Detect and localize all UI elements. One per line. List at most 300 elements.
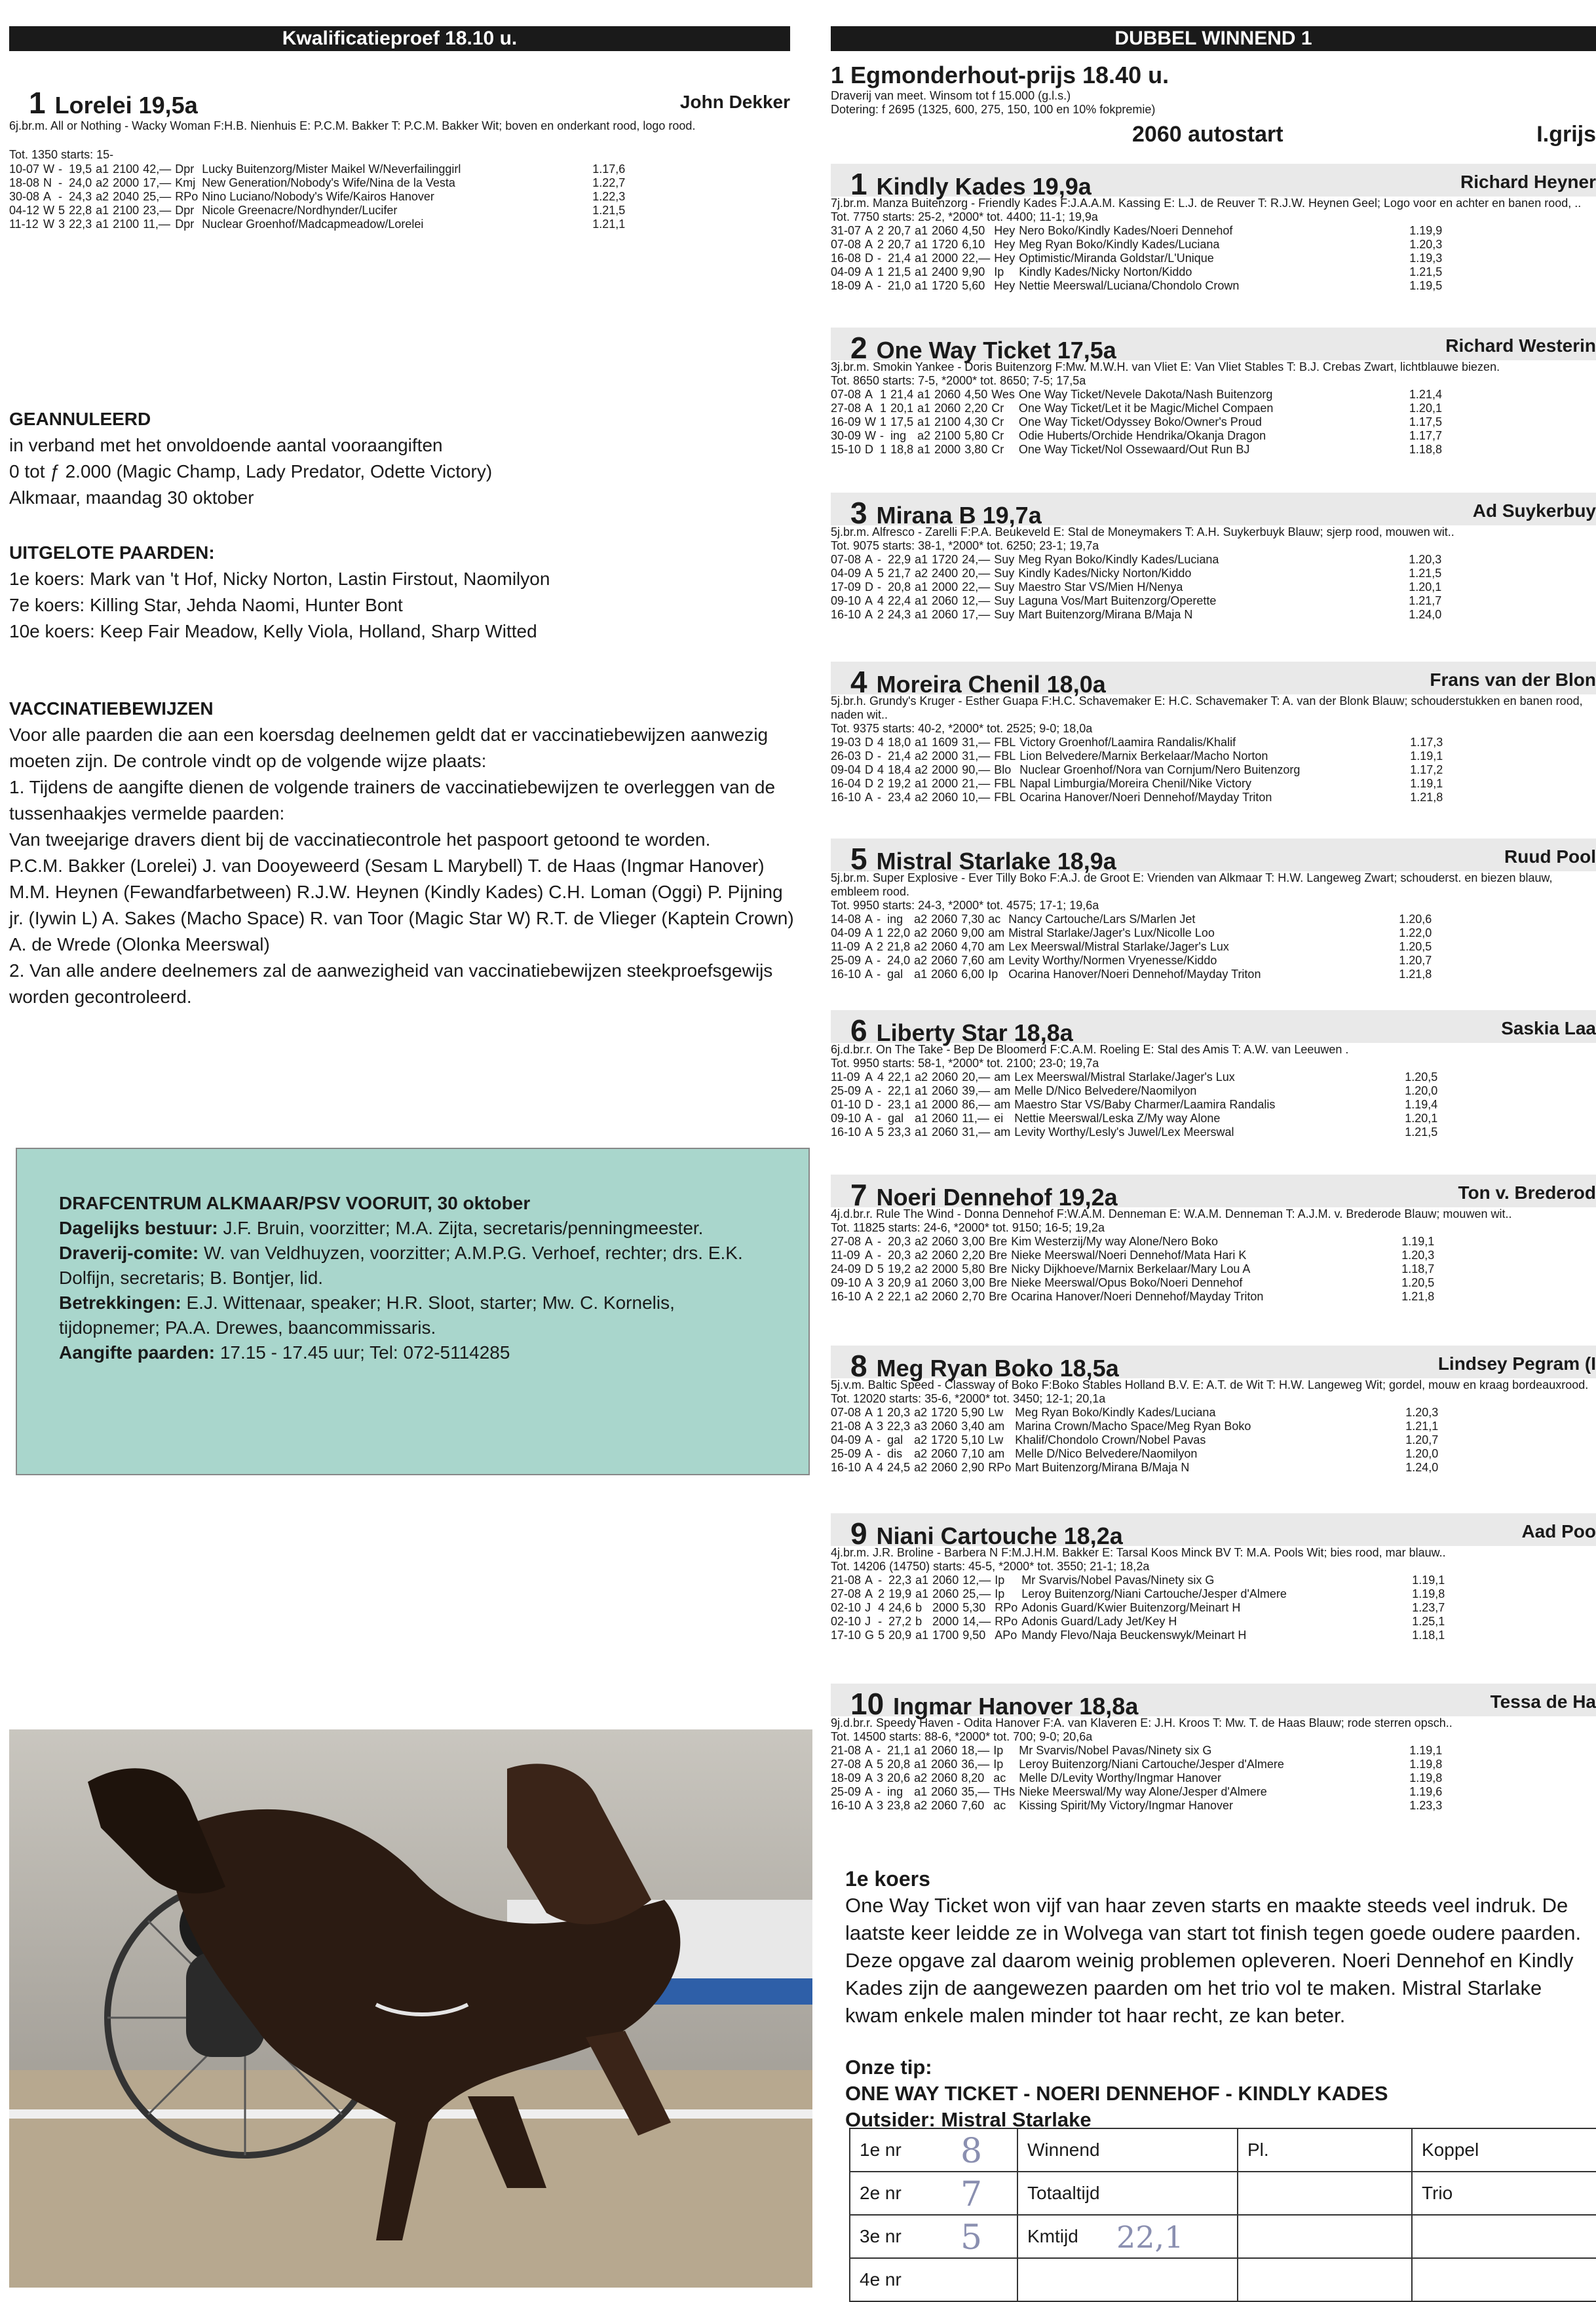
entry-name: Ingmar Hanover 18,8a xyxy=(893,1693,1139,1720)
record-cell: 4,70 xyxy=(961,940,985,953)
record-cell: 1.20,5 xyxy=(1399,940,1432,953)
record-row xyxy=(831,252,1446,265)
race-track-color: I.grijs xyxy=(1536,122,1596,147)
race-entry xyxy=(831,1010,1596,1139)
record-cell: 2040 xyxy=(113,190,140,203)
entry-records xyxy=(831,736,1447,804)
race-entry xyxy=(831,662,1596,804)
record-cell: A xyxy=(865,1771,873,1784)
record-cell: 22,1 xyxy=(888,1070,911,1084)
record-cell: FBL xyxy=(994,777,1016,790)
record-cell: 23,4 xyxy=(888,791,911,804)
record-cell: 09-10 xyxy=(831,1112,862,1125)
entry-jockey: Richard Westerin xyxy=(1445,335,1596,356)
record-cell: 20,8 xyxy=(888,580,911,594)
record-cell: a1 xyxy=(915,238,928,251)
record-cell: A xyxy=(865,1125,873,1139)
record-cell: 3,00 xyxy=(962,1235,985,1248)
record-cell: Bre xyxy=(989,1290,1008,1303)
record-cell: D xyxy=(865,777,874,790)
entry-records xyxy=(831,1235,1438,1304)
record-cell: Meg Ryan Boko/Kindly Kades/Luciana xyxy=(1018,553,1219,566)
record-cell: A xyxy=(865,1276,873,1289)
record-cell: Lex Meerswal/Mistral Starlake/Jager's Lux xyxy=(1014,1070,1235,1084)
record-cell: 6,00 xyxy=(961,968,985,981)
entry-header xyxy=(831,1513,1596,1551)
race-entry xyxy=(831,1684,1596,1813)
race-header xyxy=(831,62,1596,160)
record-cell: Levity Worthy/Normen Vryenesse/Kiddo xyxy=(1008,954,1217,967)
uitgeloot-section xyxy=(9,540,795,645)
record-cell: 2060 xyxy=(934,388,961,401)
record-cell: 2060 xyxy=(932,1290,959,1303)
record-row xyxy=(831,1098,1441,1112)
record-cell: 1.20,7 xyxy=(1405,1433,1439,1446)
record-cell: 11,— xyxy=(143,217,170,231)
record-row xyxy=(831,1615,1449,1629)
race-entry xyxy=(831,1513,1596,1642)
record-cell: 1.17,3 xyxy=(1410,736,1443,749)
record-cell: One Way Ticket/Let it be Magic/Michel Compaen xyxy=(1018,402,1274,415)
record-cell: 22,4 xyxy=(888,594,911,607)
grid-koppel-cell: Trio xyxy=(1412,2172,1596,2215)
record-cell: 1 xyxy=(877,926,884,939)
record-cell: A xyxy=(43,190,52,203)
record-cell: Mistral Starlake/Jager's Lux/Nicolle Loo xyxy=(1008,926,1215,939)
record-cell: 20,7 xyxy=(888,238,911,251)
record-cell: 2000 xyxy=(932,763,959,776)
record-cell: Bre xyxy=(989,1235,1008,1248)
record-cell: W xyxy=(43,217,55,231)
record-cell: - xyxy=(880,429,884,442)
record-cell: W xyxy=(865,429,877,442)
record-cell: 1.20,1 xyxy=(1409,402,1442,415)
record-cell: 1.19,1 xyxy=(1410,749,1443,763)
koers-analysis xyxy=(845,1866,1596,2029)
record-cell: 1720 xyxy=(931,1406,958,1419)
grid-pl-cell xyxy=(1238,2258,1412,2301)
record-cell: 10-07 xyxy=(9,162,40,176)
record-cell: 24,0 xyxy=(69,176,92,189)
record-cell: 90,— xyxy=(962,763,991,776)
record-cell: 25-09 xyxy=(831,1447,862,1460)
record-cell: 09-10 xyxy=(831,1276,862,1289)
record-cell: Ip xyxy=(995,1587,1005,1600)
record-cell: 1.21,5 xyxy=(1409,265,1443,278)
record-cell: 2060 xyxy=(931,1771,958,1784)
record-cell: 2060 xyxy=(932,791,959,804)
record-cell: 20,1 xyxy=(890,402,914,415)
record-cell: 21,4 xyxy=(888,252,911,265)
record-row xyxy=(831,553,1445,567)
entry-stats: Tot. 9950 starts: 58-1, *2000* tot. 2100; 23-0; 19,7a xyxy=(831,1057,1099,1070)
race-distance: 2060 autostart xyxy=(1132,122,1283,147)
record-cell: 2000 xyxy=(932,252,959,265)
record-cell: 2000 xyxy=(932,1098,959,1111)
entry-name-line xyxy=(850,1013,1073,1048)
record-cell: Melle D/Nico Belvedere/Naomilyon xyxy=(1015,1447,1198,1460)
record-cell: 39,— xyxy=(962,1084,991,1097)
record-cell: Nieke Meerswal/Noeri Dennehof/Mata Hari K xyxy=(1011,1249,1247,1262)
record-cell: D xyxy=(865,749,874,763)
record-cell: Nicky Dijkhoeve/Marnix Berkelaar/Mary Lou A xyxy=(1011,1262,1251,1275)
grid-row xyxy=(850,2258,1596,2301)
record-cell: 9,50 xyxy=(962,1629,986,1642)
record-cell: 2100 xyxy=(934,429,961,442)
record-cell: A xyxy=(865,608,873,621)
record-cell: 2100 xyxy=(113,204,140,217)
club-info-row: Dagelijks bestuur: J.F. Bruin, voorzitter; M.A. Zijta, secretaris/penningmeester. xyxy=(59,1218,704,1238)
record-cell: 31-07 xyxy=(831,224,862,237)
record-cell: 1.19,1 xyxy=(1410,777,1443,790)
record-row xyxy=(831,791,1447,804)
entry-jockey: Ad Suykerbuy xyxy=(1472,500,1596,521)
vaccinatie-title: VACCINATIEBEWIJZEN xyxy=(9,698,214,719)
record-cell: Marina Crown/Macho Space/Meg Ryan Boko xyxy=(1015,1420,1251,1433)
record-cell: 86,— xyxy=(962,1098,991,1111)
entry-jockey: John Dekker xyxy=(679,92,790,112)
record-cell: 9,90 xyxy=(962,265,985,278)
record-cell: Nancy Cartouche/Lars S/Marlen Jet xyxy=(1008,913,1196,926)
vaccinatie-p3: P.C.M. Bakker (Lorelei) J. van Dooyeweerd (Sesam L Marybell) T. de Haas (Ingmar Hanover) M.M. Heynen (Fewandfarbetween) R.J.W. Heynen (Kindly Kades) C.H. Loman (Oggi) P. Pijning jr. (Iywin L) A. Sakes (Macho Space) R. van Toor (Magic Star W) R.T. de Vlieger (Kaptein Crown) A. de Wrede (Olonka Meerswal) xyxy=(9,856,794,954)
record-cell: - xyxy=(877,252,882,265)
club-info-row: Betrekkingen: E.J. Wittenaar, speaker; H.R. Sloot, starter; Mw. C. Kornelis, tijdopnemer; PA.A. Drewes, baancommissaris. xyxy=(59,1293,675,1338)
record-cell: A xyxy=(865,791,873,804)
record-cell: RPo xyxy=(988,1461,1012,1474)
record-cell: D xyxy=(865,736,874,749)
entry-jockey: Ton v. Brederod xyxy=(1458,1182,1596,1203)
tip-horses: ONE WAY TICKET - NOERI DENNEHOF - KINDLY KADES xyxy=(845,2082,1388,2105)
entry-header xyxy=(831,1346,1596,1383)
entry-name-line xyxy=(850,495,1042,531)
record-cell: 4 xyxy=(877,763,884,776)
record-cell: J xyxy=(865,1601,871,1614)
record-cell: 26-03 xyxy=(831,749,862,763)
entry-name: Meg Ryan Boko 18,5a xyxy=(876,1355,1119,1382)
record-row xyxy=(831,1785,1446,1799)
record-cell: Ip xyxy=(994,265,1004,278)
record-row xyxy=(831,1290,1438,1304)
record-cell: Maestro Star VS/Baby Charmer/Laamira Randalis xyxy=(1014,1098,1276,1111)
record-cell: 1.20,6 xyxy=(1399,913,1432,926)
record-cell: 1.20,1 xyxy=(1405,1112,1438,1125)
record-cell: A xyxy=(865,1084,873,1097)
record-cell: Ocarina Hanover/Noeri Dennehof/Mayday Triton xyxy=(1019,791,1272,804)
record-cell: A xyxy=(865,968,873,981)
record-cell: Lucky Buitenzorg/Mister Maikel W/Neverfailinggirl xyxy=(202,162,461,176)
record-row xyxy=(831,224,1446,238)
record-cell: 2000 xyxy=(113,176,140,189)
record-cell: A xyxy=(865,913,873,926)
race-prize: Dotering: f 2695 (1325, 600, 275, 150, 100 en 10% fokpremie) xyxy=(831,103,1156,116)
record-cell: 17-10 xyxy=(831,1629,862,1642)
record-cell: 2060 xyxy=(932,1125,959,1139)
record-cell: A xyxy=(865,1235,873,1248)
record-cell: A xyxy=(865,1249,873,1262)
record-row xyxy=(9,190,629,204)
record-cell: Ocarina Hanover/Noeri Dennehof/Mayday Triton xyxy=(1008,968,1261,981)
entry-jockey: Lindsey Pegram (I xyxy=(1437,1353,1596,1374)
record-cell: 09-10 xyxy=(831,594,862,607)
record-cell: a2 xyxy=(914,1771,928,1784)
record-cell: a2 xyxy=(914,1433,928,1446)
entry-name-line xyxy=(850,1177,1118,1213)
record-cell: 24-09 xyxy=(831,1262,862,1275)
record-cell: 5 xyxy=(877,1125,884,1139)
grid-label-cell: Totaaltijd xyxy=(1017,2172,1238,2215)
record-row xyxy=(831,1447,1442,1461)
record-cell: ing xyxy=(887,913,903,926)
record-cell: New Generation/Nobody's Wife/Nina de la Vesta xyxy=(202,176,455,189)
record-row xyxy=(831,954,1435,968)
record-cell: Laguna Vos/Mart Buitenzorg/Operette xyxy=(1018,594,1217,607)
record-cell: 1.21,5 xyxy=(1405,1125,1438,1139)
record-cell: 2 xyxy=(877,1290,884,1303)
record-cell: N xyxy=(43,176,52,189)
record-cell: a2 xyxy=(914,926,928,939)
record-cell: a1 xyxy=(915,1587,929,1600)
record-cell: 3 xyxy=(877,1420,884,1433)
record-cell: A xyxy=(865,1799,873,1812)
record-cell: 1.20,0 xyxy=(1405,1084,1438,1097)
record-cell: 21,1 xyxy=(887,1744,911,1757)
record-row xyxy=(831,1249,1438,1262)
record-cell: a1 xyxy=(915,580,928,594)
record-cell: D xyxy=(865,252,874,265)
record-cell: 7,60 xyxy=(961,1799,985,1812)
record-cell: a2 xyxy=(915,1290,928,1303)
record-cell: 3,00 xyxy=(962,1276,985,1289)
record-cell: - xyxy=(877,791,882,804)
record-cell: 16-08 xyxy=(831,252,862,265)
record-cell: 11-09 xyxy=(831,1249,860,1262)
record-row xyxy=(9,217,629,231)
record-cell: 2060 xyxy=(931,1785,958,1798)
grid-pl-cell xyxy=(1238,2172,1412,2215)
entry-description: 4j.d.br.r. Rule The Wind - Donna Dennehof F:W.A.M. Denneman E: W.A.M. Denneman T: A.J.M. v. Brederode Blauw; mouwen wit.. xyxy=(831,1207,1512,1220)
record-cell: 4 xyxy=(878,1601,885,1614)
record-cell: 6,10 xyxy=(962,238,985,251)
record-cell: Hey xyxy=(994,238,1016,251)
record-cell: 4 xyxy=(877,1461,884,1474)
record-cell: 5,30 xyxy=(962,1601,986,1614)
record-cell: 07-08 xyxy=(831,238,862,251)
record-row xyxy=(831,429,1446,443)
record-cell: Cr xyxy=(991,429,1004,442)
record-cell: a1 xyxy=(914,1785,928,1798)
record-cell: 1.21,1 xyxy=(1405,1420,1439,1433)
record-cell: FBL xyxy=(994,749,1016,763)
vaccinatie-p1: 1. Tijdens de aangifte dienen de volgende trainers de vaccinatiebewijzen te overleggen van de tussenhaakjes vermelde paarden: xyxy=(9,777,776,823)
record-cell: 1.20,3 xyxy=(1401,1249,1435,1262)
record-cell: 2100 xyxy=(113,162,140,176)
record-cell: - xyxy=(58,190,63,203)
record-row xyxy=(831,279,1446,293)
record-row xyxy=(831,402,1446,415)
record-cell: RPo xyxy=(995,1601,1018,1614)
entry-name: Mistral Starlake 18,9a xyxy=(876,848,1116,875)
record-cell: 22,8 xyxy=(69,204,92,217)
record-cell: 5 xyxy=(58,204,66,217)
record-cell: 21-08 xyxy=(831,1574,862,1587)
record-cell: a1 xyxy=(915,1276,928,1289)
record-cell: Mart Buitenzorg/Mirana B/Maja N xyxy=(1015,1461,1190,1474)
record-cell: 07-08 xyxy=(831,1406,862,1419)
record-cell: 2060 xyxy=(932,1249,959,1262)
record-cell: 1.20,5 xyxy=(1405,1070,1438,1084)
record-cell: 1.19,1 xyxy=(1401,1235,1435,1248)
record-cell: 12,— xyxy=(962,594,991,607)
record-cell: 19,2 xyxy=(888,1262,911,1275)
record-row xyxy=(831,1070,1441,1084)
record-cell: a2 xyxy=(96,176,109,189)
record-cell: 2060 xyxy=(932,1574,959,1587)
record-cell: a1 xyxy=(915,279,928,292)
record-cell: a2 xyxy=(915,749,928,763)
record-cell: - xyxy=(877,279,882,292)
record-cell: 2060 xyxy=(931,1744,958,1757)
record-cell: 18,0 xyxy=(888,736,911,749)
record-cell: ac xyxy=(993,1799,1006,1812)
club-info-row: Draverij-comite: W. van Veldhuyzen, voorzitter; A.M.P.G. Verhoef, rechter; drs. E.K. Dolfijn, secretaris; B. Bontjer, lid. xyxy=(59,1243,743,1288)
record-cell: am xyxy=(988,1420,1005,1433)
record-cell: 11,— xyxy=(962,1112,989,1125)
record-cell: A xyxy=(865,553,873,566)
record-cell: 24,3 xyxy=(888,608,911,621)
entry-header xyxy=(831,1684,1596,1721)
record-cell: 2060 xyxy=(932,224,959,237)
record-row xyxy=(831,567,1445,580)
record-cell: gal xyxy=(887,1433,903,1446)
record-cell: a2 xyxy=(915,1070,928,1084)
record-cell: Optimistic/Miranda Goldstar/L'Unique xyxy=(1019,252,1214,265)
record-row xyxy=(9,176,629,190)
record-cell: 1 xyxy=(880,402,887,415)
record-cell: am xyxy=(994,1098,1011,1111)
record-cell: 23,— xyxy=(143,204,172,217)
entry-header xyxy=(831,493,1596,530)
entry-header xyxy=(831,328,1596,365)
entry-header xyxy=(831,164,1596,201)
record-cell: 16-09 xyxy=(831,415,862,428)
grid-pl-cell: Pl. xyxy=(1238,2128,1412,2172)
record-cell: a2 xyxy=(915,567,928,580)
record-cell: 5,80 xyxy=(962,1262,985,1275)
entry-name-line xyxy=(850,330,1116,366)
record-cell: 1.21,7 xyxy=(1409,594,1442,607)
record-cell: 2060 xyxy=(932,1112,959,1125)
record-cell: - xyxy=(877,1112,882,1125)
record-cell: Nero Boko/Kindly Kades/Noeri Dennehof xyxy=(1019,224,1233,237)
record-cell: W xyxy=(43,162,55,176)
entry-description: 3j.br.m. Smokin Yankee - Doris Buitenzorg F:Mw. M.W.H. van Vliet E: Van Vliet Stables T: B.J. Crebas Zwart, lichtblauwe biezen. xyxy=(831,360,1500,373)
record-cell: A xyxy=(865,1406,873,1419)
record-cell: 27,2 xyxy=(888,1615,912,1628)
record-cell: 4 xyxy=(877,736,884,749)
record-cell: Hey xyxy=(994,224,1016,237)
record-cell: A xyxy=(865,1587,873,1600)
record-cell: 17,— xyxy=(962,608,991,621)
race-conditions: Draverij van meet. Winsom tot f 15.000 (g.l.s.) xyxy=(831,89,1071,102)
race-entry xyxy=(831,1175,1596,1304)
record-cell: Dpr xyxy=(175,162,195,176)
record-cell: 4,50 xyxy=(962,224,985,237)
record-cell: a2 xyxy=(914,954,928,967)
record-cell: 20,8 xyxy=(887,1758,911,1771)
record-cell: RPo xyxy=(175,190,199,203)
record-cell: D xyxy=(865,443,874,456)
record-cell: 2060 xyxy=(934,402,961,415)
record-cell: 2060 xyxy=(932,1276,959,1289)
record-cell: - xyxy=(877,954,881,967)
record-cell: 2060 xyxy=(932,1235,959,1248)
record-cell: D xyxy=(865,1098,874,1111)
uitgeloot-title: UITGELOTE PAARDEN: xyxy=(9,542,215,563)
record-cell: 1.20,7 xyxy=(1399,954,1432,967)
record-cell: a2 xyxy=(915,763,928,776)
entry-number: 3 xyxy=(850,496,867,530)
record-cell: a2 xyxy=(914,1799,928,1812)
record-cell: 20,3 xyxy=(888,1249,911,1262)
record-cell: Cr xyxy=(991,415,1004,428)
record-cell: 1720 xyxy=(932,279,959,292)
record-row xyxy=(831,415,1446,429)
record-cell: D xyxy=(865,763,874,776)
record-cell: 8,20 xyxy=(961,1771,985,1784)
record-cell: 14-08 xyxy=(831,913,862,926)
entry-records xyxy=(831,553,1445,622)
record-cell: Napal Limburgia/Moreira Chenil/Nike Victory xyxy=(1019,777,1252,790)
record-cell: 17-09 xyxy=(831,580,862,594)
record-cell: 9,00 xyxy=(961,926,985,939)
record-cell: Suy xyxy=(994,608,1015,621)
record-row xyxy=(831,1758,1446,1771)
record-row xyxy=(831,749,1447,763)
record-cell: 2060 xyxy=(932,1070,959,1084)
record-cell: 5,80 xyxy=(964,429,988,442)
record-cell: A xyxy=(865,940,873,953)
record-cell: Kmj xyxy=(175,176,196,189)
entry-description: 4j.br.m. J.R. Broline - Barbera N F:M.J.H.M. Bakker E: Tarsal Koos Minck BV T: M.A. Pools Wit; bies rood, mar blauw.. xyxy=(831,1546,1446,1559)
record-cell: 2 xyxy=(877,777,884,790)
record-cell: am xyxy=(988,1447,1005,1460)
record-cell: a2 xyxy=(915,1249,928,1262)
record-cell: a1 xyxy=(915,224,928,237)
record-cell: A xyxy=(865,1447,873,1460)
record-cell: 2060 xyxy=(931,926,958,939)
record-cell: am xyxy=(988,940,1005,953)
record-cell: 07-08 xyxy=(831,388,862,401)
record-row xyxy=(831,1420,1442,1433)
record-cell: 1.20,3 xyxy=(1405,1406,1439,1419)
record-cell: A xyxy=(865,265,873,278)
record-cell: 4 xyxy=(877,594,884,607)
record-cell: - xyxy=(877,1098,882,1111)
record-row xyxy=(831,238,1446,252)
record-cell: 2060 xyxy=(931,1758,958,1771)
record-cell: A xyxy=(865,1420,873,1433)
record-cell: 1720 xyxy=(931,1433,958,1446)
entry-name-line xyxy=(850,166,1092,202)
record-row xyxy=(831,968,1435,981)
record-row xyxy=(831,1084,1441,1098)
record-cell: 2060 xyxy=(931,1461,958,1474)
grid-nr-cell: 4e nr xyxy=(850,2258,1017,2301)
record-cell: a1 xyxy=(915,1629,929,1642)
record-cell: 22,3 xyxy=(887,1420,911,1433)
record-cell: - xyxy=(58,162,63,176)
record-cell: 22,— xyxy=(962,252,991,265)
